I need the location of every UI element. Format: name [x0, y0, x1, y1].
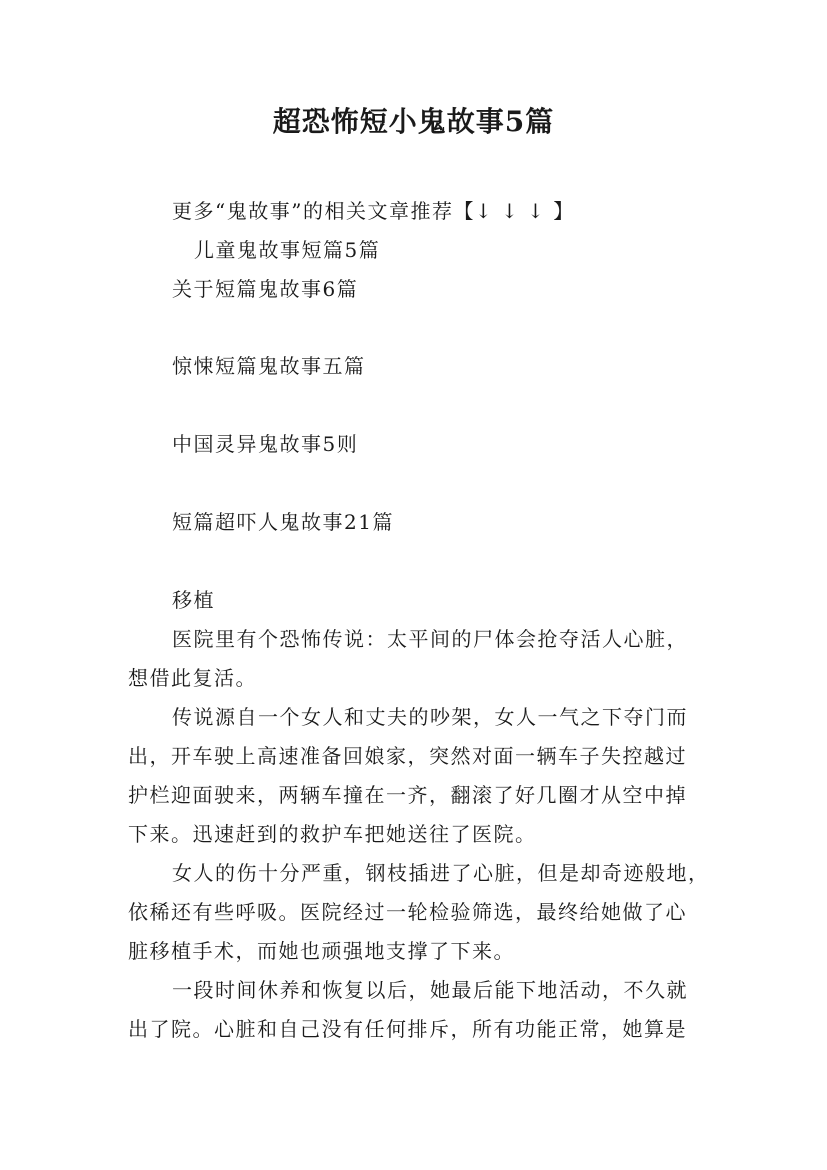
story-title: 移植 — [172, 588, 215, 612]
body-line: 传说源自一个女人和丈夫的吵架，女人一气之下夺门而 — [172, 705, 688, 729]
related-link[interactable]: 中国灵异鬼故事5则 — [172, 432, 359, 456]
related-articles-header: 更多“鬼故事”的相关文章推荐【↓ ↓ ↓ 】 — [172, 199, 575, 223]
body-line: 依稀还有些呼吸。医院经过一轮检验筛选，最终给她做了心 — [128, 900, 687, 924]
body-line: 下来。迅速赶到的救护车把她送往了医院。 — [128, 822, 537, 846]
related-link[interactable]: 惊悚短篇鬼故事五篇 — [172, 354, 366, 378]
document-title: 超恐怖短小鬼故事5篇 — [272, 105, 555, 138]
related-link[interactable]: 关于短篇鬼故事6篇 — [172, 277, 359, 301]
body-line: 出了院。心脏和自己没有任何排斥，所有功能正常，她算是 — [128, 1017, 687, 1041]
body-line: 一段时间休养和恢复以后，她最后能下地活动，不久就 — [172, 978, 688, 1002]
body-line: 脏移植手术，而她也顽强地支撑了下来。 — [128, 939, 515, 963]
body-line: 医院里有个恐怖传说：太平间的尸体会抢夺活人心脏， — [172, 627, 688, 651]
body-line: 出，开车驶上高速准备回娘家，突然对面一辆车子失控越过 — [128, 744, 687, 768]
body-line: 女人的伤十分严重，钢枝插进了心脏，但是却奇迹般地， — [172, 861, 710, 885]
related-link[interactable]: 儿童鬼故事短篇5篇 — [194, 238, 381, 262]
body-line: 想借此复活。 — [128, 666, 257, 690]
body-line: 护栏迎面驶来，两辆车撞在一齐，翻滚了好几圈才从空中掉 — [128, 783, 687, 807]
related-link[interactable]: 短篇超吓人鬼故事21篇 — [172, 510, 394, 534]
